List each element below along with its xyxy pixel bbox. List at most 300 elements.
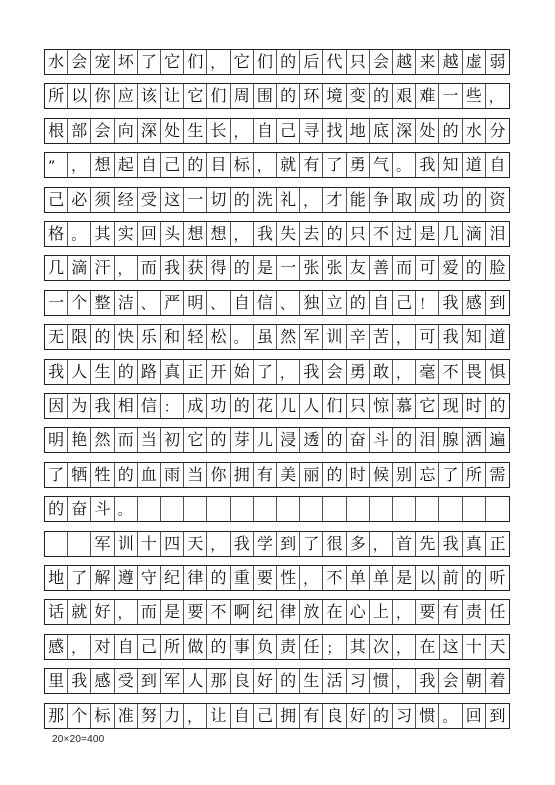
grid-cell: 习 [393,704,416,728]
grid-cell: 弱 [489,52,506,71]
grid-cell: 那 [45,704,68,728]
grid-cell: ， [68,635,91,659]
grid-cell: 勇 [347,153,370,177]
grid-cell: 信 [138,394,161,418]
grid-cell: 自 [489,155,506,175]
grid-cell: ： [161,394,184,418]
grid-cell: 几 [439,222,462,246]
grid-cell: 的 [370,84,393,108]
grid-cell: 血 [138,463,161,487]
grid-cell: 透 [300,428,323,452]
grid-cell: 知 [463,325,486,349]
grid-cell: 责 [463,600,486,624]
grid-cell: 几 [45,256,68,280]
grid-cell: 畏 [463,360,486,384]
grid-cell: 长 [207,119,230,143]
grid-cell: 惯 [370,669,393,693]
grid-row [44,83,510,109]
grid-cell: 标 [231,153,254,177]
grid-cell: 而 [138,256,161,280]
grid-cell: 的 [323,463,346,487]
grid-cell: ， [393,669,416,693]
grid-cell: 我 [68,669,91,693]
grid-cell: 人 [68,360,91,384]
grid-cell: 牲 [91,463,114,487]
grid-cell: 道 [489,327,506,347]
grid-cell: 的 [393,428,416,452]
grid-row [44,496,510,522]
grid-cell: 放 [300,600,323,624]
grid-cell: 习 [347,669,370,693]
grid-cell: 汗 [91,256,114,280]
grid-cell: 。 [231,325,254,349]
grid-cell: 。 [115,497,138,521]
grid-cell: 感 [45,635,68,659]
grid-cell: 其 [347,635,370,659]
grid-cell: 时 [463,394,486,418]
grid-cell: 的 [277,669,300,693]
grid-cell: 始 [231,360,254,384]
grid-cell: 芽 [231,428,254,452]
grid-cell: 它 [231,50,254,74]
grid-cell: 目 [207,153,230,177]
grid-cell: 惯 [416,704,439,728]
grid-cell: 重 [231,566,254,590]
grid-cell: 的 [207,566,230,590]
grid-cell: 己 [138,635,161,659]
grid-cell: 虚 [463,50,486,74]
grid-cell: 到 [489,705,506,725]
grid-row [44,255,510,281]
grid-cell: 自 [138,153,161,177]
grid-cell: 的 [463,188,486,212]
grid-cell: 的 [115,360,138,384]
grid-cell: 的 [463,256,486,280]
grid-row [44,118,510,144]
grid-cell: 的 [231,394,254,418]
grid-cell: 会 [91,119,114,143]
grid-cell: 毫 [416,360,439,384]
grid-cell: 真 [161,360,184,384]
grid-cell: 真 [463,532,486,556]
grid-cell: 的 [231,256,254,280]
grid-cell [277,497,300,521]
grid-cell: 它 [416,394,439,418]
grid-cell: 一 [184,188,207,212]
grid-cell: 。 [439,704,462,728]
grid-cell: 洁 [115,291,138,315]
grid-cell: 友 [347,256,370,280]
grid-cell: ， [488,90,503,107]
grid-cell: 以 [416,566,439,590]
grid-cell: 任 [489,602,506,622]
grid-cell: 所 [161,635,184,659]
grid-cell: 、 [207,291,230,315]
grid-cell: 张 [323,256,346,280]
grid-cell: 时 [347,463,370,487]
grid-cell: 是 [393,566,416,590]
grid-cell: 整 [91,291,114,315]
grid-cell: ， [254,153,277,177]
grid-cell: 、 [277,291,300,315]
grid-cell: 只 [347,394,370,418]
grid-cell: 那 [207,669,230,693]
grid-cell: 越 [439,50,462,74]
grid-cell: ， [115,600,138,624]
grid-cell: 得 [207,256,230,280]
grid-cell: 的 [231,188,254,212]
grid-cell: 话 [45,600,68,624]
grid-cell: 而 [115,428,138,452]
grid-cell: 我 [254,222,277,246]
grid-cell [323,497,346,521]
grid-cell: 可 [416,256,439,280]
grid-cell: 应 [115,84,138,108]
grid-cell: 周 [231,84,254,108]
grid-cell: 到 [138,669,161,693]
grid-cell: 快 [115,325,138,349]
grid-row [44,565,510,591]
grid-cell: 好 [91,600,114,624]
grid-cell: 苦 [370,325,393,349]
grid-cell: 雨 [161,463,184,487]
grid-cell: 处 [161,119,184,143]
grid-cell: 和 [161,325,184,349]
grid-cell: 虽 [254,325,277,349]
grid-cell: 的 [347,291,370,315]
grid-cell: 了 [439,463,462,487]
grid-cell: 越 [393,50,416,74]
grid-cell: 一 [45,291,68,315]
grid-cell: 限 [68,325,91,349]
grid-cell: 军 [161,669,184,693]
grid-cell: 处 [416,119,439,143]
grid-cell: 花 [254,394,277,418]
grid-cell: 它 [184,428,207,452]
grid-cell: 的 [45,497,68,521]
grid-cell: 们 [184,50,207,74]
grid-cell: 成 [184,394,207,418]
grid-cell: 就 [277,153,300,177]
grid-cell: 深 [138,119,161,143]
grid-cell [138,497,161,521]
grid-cell: 的 [277,50,300,74]
grid-cell: 须 [91,188,114,212]
grid-cell: 的 [370,704,393,728]
grid-cell: 该 [138,84,161,108]
grid-cell [231,497,254,521]
grid-cell: 了 [254,360,277,384]
grid-cell: 信 [254,291,277,315]
grid-cell [463,497,486,521]
grid-cell: 很 [323,532,346,556]
grid-cell: 泪 [489,224,506,243]
grid-cell: 军 [91,532,114,556]
grid-cell: 力 [161,704,184,728]
grid-cell: 分 [489,120,506,140]
grid-row [44,668,510,694]
grid-cell: ， [231,119,254,143]
grid-cell: ， [300,566,323,590]
grid-cell: 自 [254,119,277,143]
grid-cell: 爱 [439,256,462,280]
grid-cell: 这 [161,188,184,212]
grid-cell: ， [393,360,416,384]
grid-cell: 标 [91,704,114,728]
grid-cell: 境 [323,84,346,108]
grid-cell: 功 [439,188,462,212]
grid-cell: 我 [416,153,439,177]
grid-cell: 是 [161,600,184,624]
grid-row [44,427,510,453]
grid-cell: 受 [138,188,161,212]
grid-cell: 里 [45,669,68,693]
grid-row [44,152,510,178]
grid-cell: 的 [115,463,138,487]
grid-cell: 功 [207,394,230,418]
grid-cell: 事 [231,635,254,659]
grid-cell: 解 [91,566,114,590]
grid-row [44,393,510,419]
grid-cell [45,532,68,556]
grid-cell: 轻 [184,325,207,349]
grid-row [44,49,510,75]
grid-row [44,187,510,213]
grid-cell: 浸 [277,428,300,452]
grid-cell: 松 [207,325,230,349]
grid-cell: 我 [45,360,68,384]
grid-cell: 有 [254,463,277,487]
grid-cell: 围 [254,84,277,108]
grid-cell: 艳 [68,428,91,452]
grid-cell: 心 [347,600,370,624]
grid-cell: 性 [277,566,300,590]
grid-cell: 艰 [393,84,416,108]
grid-cell: 头 [161,222,184,246]
grid-cell: 所 [45,84,68,108]
grid-cell: 到 [277,532,300,556]
grid-cell: 部 [68,119,91,143]
grid-cell: ， [207,50,230,74]
grid-row [44,324,510,350]
grid-cell: 拥 [231,463,254,487]
grid-cell: 到 [489,292,506,312]
grid-cell: 会 [439,669,462,693]
grid-cell: 严 [161,291,184,315]
grid-cell [207,497,230,521]
grid-cell: 的 [207,635,230,659]
grid-cell: 任 [300,635,323,659]
grid-cell: 的 [91,325,114,349]
grid-cell: 回 [138,222,161,246]
grid-cell: 我 [439,291,462,315]
grid-cell: 在 [323,600,346,624]
grid-cell: 有 [300,153,323,177]
grid-cell: 先 [416,532,439,556]
grid-cell: 们 [323,394,346,418]
grid-cell: 着 [489,671,506,691]
grid-cell: 不 [207,600,230,624]
grid-cell: 十 [138,532,161,556]
grid-cell: 会 [68,50,91,74]
grid-cell: 努 [138,704,161,728]
grid-cell: 而 [138,600,161,624]
grid-cell: 滴 [68,256,91,280]
grid-cell: 我 [91,394,114,418]
grid-cell: 路 [138,360,161,384]
grid-cell: 正 [184,360,207,384]
grid-cell: 要 [254,566,277,590]
grid-cell: 需 [489,464,506,484]
grid-cell: 难 [416,84,439,108]
grid-cell: 取 [393,188,416,212]
grid-cell: 别 [393,463,416,487]
grid-cell: 是 [254,256,277,280]
grid-cell: 不 [370,222,393,246]
grid-cell: 想 [184,222,207,246]
grid-cell [439,497,462,521]
grid-cell [300,497,323,521]
grid-cell: 忘 [416,463,439,487]
grid-cell: 活 [323,669,346,693]
grid-cell: 会 [370,50,393,74]
grid-cell: 自 [231,704,254,728]
grid-cell: 经 [115,188,138,212]
grid-cell: 首 [393,532,416,556]
grid-cell: 的 [207,428,230,452]
grid-cell: 单 [370,566,393,590]
grid-cell: 能 [347,188,370,212]
grid-cell: 负 [254,635,277,659]
grid-cell: ， [370,532,393,556]
grid-cell: 我 [416,669,439,693]
grid-cell: ， [393,635,416,659]
grid-cell: 准 [115,704,138,728]
grid-cell [393,497,416,521]
grid-cell: ， [68,153,91,177]
grid-cell: 才 [323,188,346,212]
grid-cell: 底 [370,119,393,143]
grid-cell: 我 [300,360,323,384]
grid-cell: 己 [161,153,184,177]
grid-cell: 不 [439,360,462,384]
grid-cell: 想 [207,222,230,246]
grid-cell: 纪 [161,566,184,590]
grid-size-label: 20×20=400 [52,734,105,745]
grid-cell: 后 [300,50,323,74]
grid-cell [416,497,439,521]
grid-cell: 有 [300,704,323,728]
grid-cell: 不 [323,566,346,590]
grid-row [44,290,510,316]
grid-cell: 相 [115,394,138,418]
grid-cell: 所 [463,463,486,487]
grid-cell: 敢 [370,360,393,384]
grid-cell: 的 [489,396,506,415]
grid-cell: 来 [416,50,439,74]
grid-cell: 必 [68,188,91,212]
grid-cell: 宠 [91,50,114,74]
grid-cell: 生 [91,360,114,384]
grid-cell: 们 [254,50,277,74]
grid-cell: 的 [323,222,346,246]
grid-cell: 受 [115,669,138,693]
grid-cell: 上 [370,600,393,624]
grid-cell: 让 [207,704,230,728]
grid-cell: 只 [347,50,370,74]
grid-cell: 单 [347,566,370,590]
grid-cell: ， [300,188,323,212]
grid-cell: 深 [393,119,416,143]
grid-cell: 礼 [277,188,300,212]
grid-cell: 。 [68,222,91,246]
grid-cell: 惧 [489,361,506,381]
grid-cell: 次 [370,635,393,659]
grid-cell: 律 [184,566,207,590]
grid-cell: ； [323,635,346,659]
grid-cell: 生 [184,119,207,143]
grid-cell: 成 [416,188,439,212]
grid-cell: 己 [45,188,68,212]
grid-cell: 知 [439,153,462,177]
grid-cell: 的 [184,153,207,177]
grid-cell: 我 [231,532,254,556]
grid-cell: 它 [161,50,184,74]
grid-cell: ， [393,600,416,624]
grid-cell: 坏 [115,50,138,74]
grid-cell: 为 [68,394,91,418]
grid-cell: 十 [463,635,486,659]
grid-cell: 学 [254,532,277,556]
grid-cell: 独 [300,291,323,315]
grid-cell: 是 [416,222,439,246]
grid-cell: 良 [231,669,254,693]
grid-cell: 想 [91,153,114,177]
grid-cell: 你 [91,84,114,108]
grid-cell: 守 [138,566,161,590]
grid-cell: 个 [68,291,91,315]
grid-cell: 天 [489,636,506,656]
grid-cell: 道 [463,153,486,177]
grid-row [44,703,510,729]
grid-cell: 自 [370,291,393,315]
grid-cell: 洗 [254,188,277,212]
grid-row [44,221,510,247]
grid-cell: ， [231,222,254,246]
grid-cell [161,497,184,521]
grid-cell: 切 [207,188,230,212]
grid-cell: ， [115,256,138,280]
grid-cell: 个 [68,704,91,728]
grid-cell: 的 [463,566,486,590]
grid-cell: 四 [161,532,184,556]
grid-cell: 开 [207,360,230,384]
grid-cell: 初 [161,428,184,452]
grid-cell: 军 [300,325,323,349]
grid-cell: 环 [300,84,323,108]
grid-cell: 气 [370,153,393,177]
grid-cell: 善 [370,256,393,280]
grid-cell: ， [184,704,207,728]
grid-cell: 我 [161,256,184,280]
grid-cell: 自 [231,291,254,315]
grid-cell: 让 [161,84,184,108]
grid-cell: 的 [323,428,346,452]
grid-cell: 己 [254,704,277,728]
grid-cell: 而 [393,256,416,280]
grid-cell: 张 [300,256,323,280]
grid-cell: 奋 [347,428,370,452]
